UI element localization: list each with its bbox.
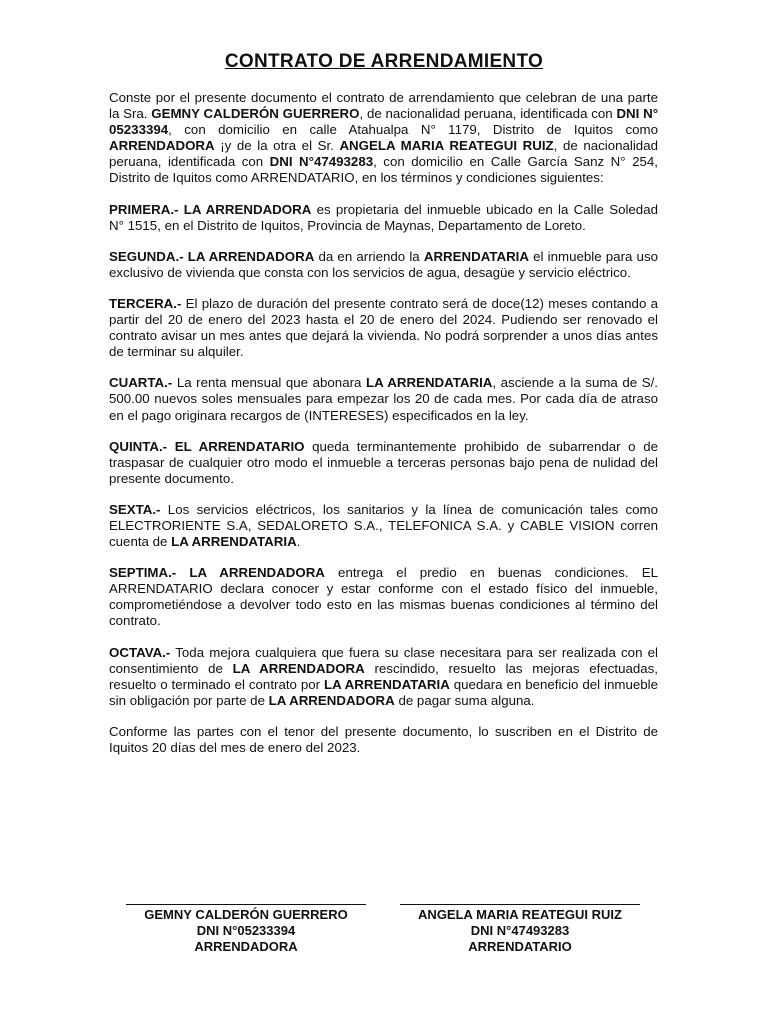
bold-text: LA ARRENDATARIA [365,375,493,391]
text: Conforme las partes con el tenor del presente documento, lo suscriben en el Distrito de Iquitos 20 días del mes de enero del 2023. [109,723,658,755]
bold-text: DNI N° 05233394 [109,106,659,138]
clause-octava [109,645,658,709]
bold-text: LA ARRENDADORA [268,692,395,708]
signature-line [400,904,640,905]
text: El plazo de duración del presente contrato será de doce(12) meses contando a partir del 20 de enero del 2023 hasta el 20 de enero del 2024. Pudiendo ser renovado el contrato avisar un mes antes que dejará la vivienda. No podrá sorprender a unos días antes de terminar su alquiler. [109,295,658,360]
text: quedara en beneficio del inmueble sin obligación por parte de [109,676,658,708]
bold-text: LA ARRENDATARIA [171,534,297,550]
text: es propietaria del inmueble ubicado en la Calle Soledad N° 1515, en el Distrito de Iquitos, Provincia de Maynas, Departamento de Loreto. [109,201,658,233]
bold-text: LA ARRENDADORA [232,660,365,676]
clause-primera [109,202,658,234]
bold-text: OCTAVA.- [109,644,171,660]
text: de pagar suma alguna. [394,692,535,708]
clause-quinta [109,439,658,487]
bold-text: CUARTA.- [109,375,173,391]
clause-septima [109,565,658,629]
clause-cuarta [109,375,658,423]
text: , con domicilio en Calle García Sanz N° 254, Distrito de Iquitos como ARRENDATARIO, en los términos y condiciones siguientes: [109,154,658,186]
document-title: CONTRATO DE ARRENDAMIENTO [224,51,544,72]
signer-dni: DNI N°05233394 [196,923,296,938]
bold-text: ARRENDADORA [109,138,215,154]
bold-text: DNI N°47493283 [269,154,374,170]
text: el inmueble para uso exclusivo de vivienda que consta con los servicios de agua, desagüe y servicio eléctrico. [109,248,658,280]
signer-name: GEMNY CALDERÓN GUERRERO [144,907,348,922]
signature-line [126,904,366,905]
text: . [296,534,301,550]
signature-block-arrendadora [126,904,366,955]
bold-text: ANGELA MARIA REATEGUI RUIZ [339,138,554,154]
text: Toda mejora cualquiera que fuera su clase necesitara para ser realizada con el consentimiento de [109,644,658,676]
bold-text: PRIMERA.- LA ARRENDADORA [109,201,312,217]
text: , asciende a la suma de S/. 500.00 nuevos soles mensuales para empezar los 20 de cada mes. Por cada día de atraso en el pago originara recargos de (INTERESES) especificados en la ley. [109,375,658,423]
closing-paragraph [109,724,658,756]
text: Conste por el presente documento el contrato de arrendamiento que celebran de una parte la Sra. [109,90,658,122]
contract-body [109,90,658,771]
text: ¡y de la otra el Sr. [214,138,340,154]
bold-text: SEXTA.- [109,501,161,517]
text: entrega el predio en buenas condiciones. EL ARRENDATARIO declara conocer y estar conforme con el estado físico del inmueble, comprometiéndose a devolver todo esto en las mismas buenas condiciones al término del contrato. [109,565,658,629]
clause-sexta [109,502,658,550]
text: queda terminantemente prohibido de subarrendar o de traspasar de cualquier otro modo el inmueble a terceras personas bajo pena de nulidad del presente documento. [109,438,658,486]
signature-block-arrendatario [400,904,640,955]
signer-name: ANGELA MARIA REATEGUI RUIZ [418,907,622,922]
text: Los servicios eléctricos, los sanitarios y la línea de comunicación tales como ELECTRORIENTE S.A, SEDALORETO S.A., TELEFONICA S.A. y CABLE VISION corren cuenta de [109,501,658,550]
text: La renta mensual que abonara [172,375,366,391]
text: , de nacionalidad peruana, identificada con [359,106,617,122]
bold-text: SEGUNDA.- LA ARRENDADORA [109,248,315,264]
clause-tercera [109,296,658,360]
bold-text: SEPTIMA.- LA ARRENDADORA [109,565,325,581]
signer-role: ARRENDATARIO [468,939,572,954]
text: , con domicilio en calle Atahualpa N° 1179, Distrito de Iquitos como [168,122,658,138]
text: da en arriendo la [314,248,424,264]
bold-text: QUINTA.- EL ARRENDATARIO [109,438,305,454]
text: rescindido, resuelto las mejoras efectuadas, resuelto o terminado el contrato por [109,660,658,692]
bold-text: ARRENDATARIA [423,248,529,264]
clause-segunda [109,249,658,281]
text: , de nacionalidad peruana, identificada con [109,138,658,170]
bold-text: TERCERA.- [109,295,182,311]
intro-paragraph [109,90,658,187]
bold-text: GEMNY CALDERÓN GUERRERO [151,106,360,122]
signer-role: ARRENDADORA [194,939,298,954]
bold-text: LA ARRENDATARIA [324,676,450,692]
signer-dni: DNI N°47493283 [470,923,570,938]
